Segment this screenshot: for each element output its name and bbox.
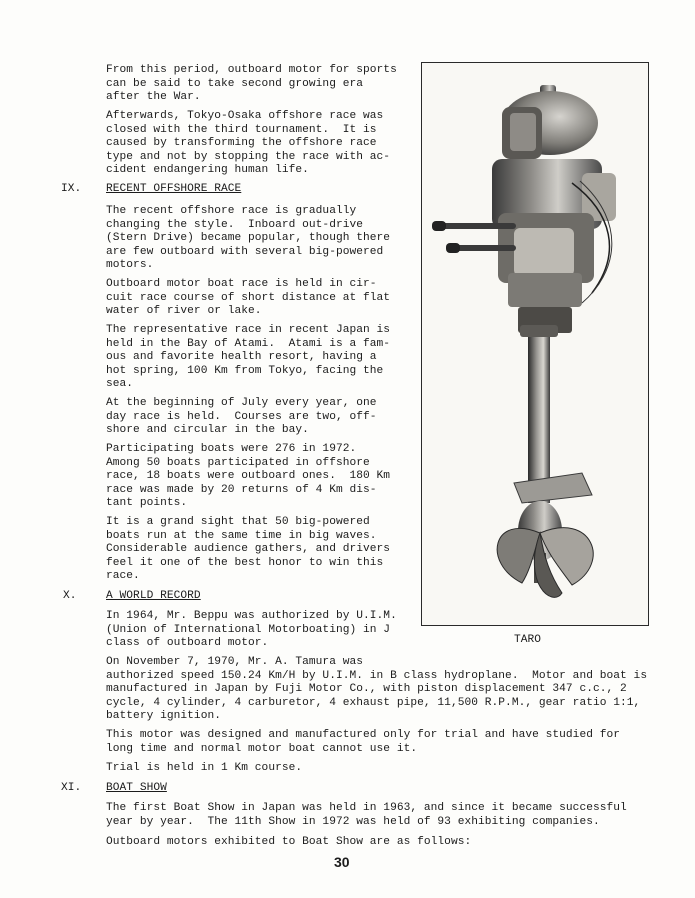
- section-number: IX.: [61, 183, 82, 195]
- text-line: after the War.: [106, 91, 201, 103]
- text-line: shore and circular in the bay.: [106, 424, 309, 436]
- text-line: battery ignition.: [106, 710, 221, 722]
- text-line: race was made by 20 returns of 4 Km dis-: [106, 483, 377, 496]
- text-line: sea.: [106, 378, 134, 390]
- page-number: 30: [334, 854, 350, 870]
- section-number: X.: [63, 590, 77, 602]
- text-line: cuit race course of short distance at flat: [106, 291, 391, 304]
- text-line: In 1964, Mr. Beppu was authorized by U.I.M.: [106, 610, 397, 622]
- outboard-motor-image: [422, 63, 648, 625]
- text-line: This motor was designed and manufactured only for trial and have studied for: [106, 729, 621, 741]
- text-line: The representative race in recent Japan is: [106, 324, 391, 336]
- text-line: class of outboard motor.: [106, 637, 269, 649]
- text-line: Outboard motors exhibited to Boat Show are as follows:: [106, 836, 472, 848]
- text-line: cycle, 4 cylinder, 4 carburetor, 4 exhaust pipe, 11,500 R.P.M., gear ratio 1:1,: [106, 696, 641, 709]
- text-line: race, 18 boats were outboard ones. 180 Km: [106, 470, 391, 482]
- photo-caption: TARO: [514, 634, 542, 646]
- text-line: Outboard motor boat race is held in cir-: [106, 278, 377, 290]
- text-line: Considerable audience gathers, and drivers: [106, 543, 391, 555]
- section-number: XI.: [61, 782, 82, 794]
- section-title: A WORLD RECORD: [106, 590, 201, 602]
- text-line: closed with the third tournament. It is: [106, 123, 377, 136]
- text-line: Participating boats were 276 in 1972.: [106, 443, 357, 455]
- text-line: It is a grand sight that 50 big-powered: [106, 516, 370, 528]
- text-line: Among 50 boats participated in offshore: [106, 456, 370, 469]
- motor-photo: [421, 62, 649, 626]
- text-line: hot spring, 100 Km from Tokyo, facing the: [106, 364, 384, 377]
- text-line: type and not by stopping the race with ac-: [106, 150, 391, 163]
- text-line: tant points.: [106, 497, 188, 509]
- text-line: authorized speed 150.24 Km/H by U.I.M. in B class hydroplane. Motor and boat is: [106, 669, 648, 682]
- text-line: can be said to take second growing era: [106, 77, 364, 90]
- text-line: manufactured in Japan by Fuji Motor Co., with piston displacement 347 c.c., 2: [106, 683, 627, 695]
- text-line: boats run at the same time in big waves.: [106, 529, 377, 542]
- text-line: year by year. The 11th Show in 1972 was held of 93 exhibiting companies.: [106, 815, 600, 828]
- text-line: are few outboard with several big-powered: [106, 245, 384, 258]
- text-line: water of river or lake.: [106, 305, 262, 317]
- text-line: Afterwards, Tokyo-Osaka offshore race was: [106, 110, 384, 122]
- text-line: long time and normal motor boat cannot use it.: [106, 742, 418, 755]
- text-line: (Union of International Motorboating) in J: [106, 623, 391, 636]
- text-line: Trial is held in 1 Km course.: [106, 762, 303, 774]
- text-line: feel it one of the best honor to win this: [106, 556, 384, 569]
- section-title: RECENT OFFSHORE RACE: [106, 183, 242, 195]
- text-line: From this period, outboard motor for sports: [106, 64, 397, 76]
- text-line: day race is held. Courses are two, off-: [106, 410, 377, 423]
- text-line: ous and favorite health resort, having a: [106, 351, 377, 363]
- text-line: The recent offshore race is gradually: [106, 205, 357, 217]
- text-line: On November 7, 1970, Mr. A. Tamura was: [106, 656, 364, 668]
- text-line: (Stern Drive) became popular, though there: [106, 232, 391, 244]
- text-line: race.: [106, 570, 140, 582]
- text-line: changing the style. Inboard out-drive: [106, 218, 364, 231]
- text-line: held in the Bay of Atami. Atami is a fam-: [106, 337, 391, 350]
- text-line: The first Boat Show in Japan was held in 1963, and since it became successful: [106, 802, 627, 814]
- text-line: cident endangering human life.: [106, 164, 309, 176]
- section-title: BOAT SHOW: [106, 782, 167, 794]
- text-line: At the beginning of July every year, one: [106, 397, 377, 409]
- text-line: caused by transforming the offshore race: [106, 137, 377, 149]
- text-line: motors.: [106, 259, 154, 271]
